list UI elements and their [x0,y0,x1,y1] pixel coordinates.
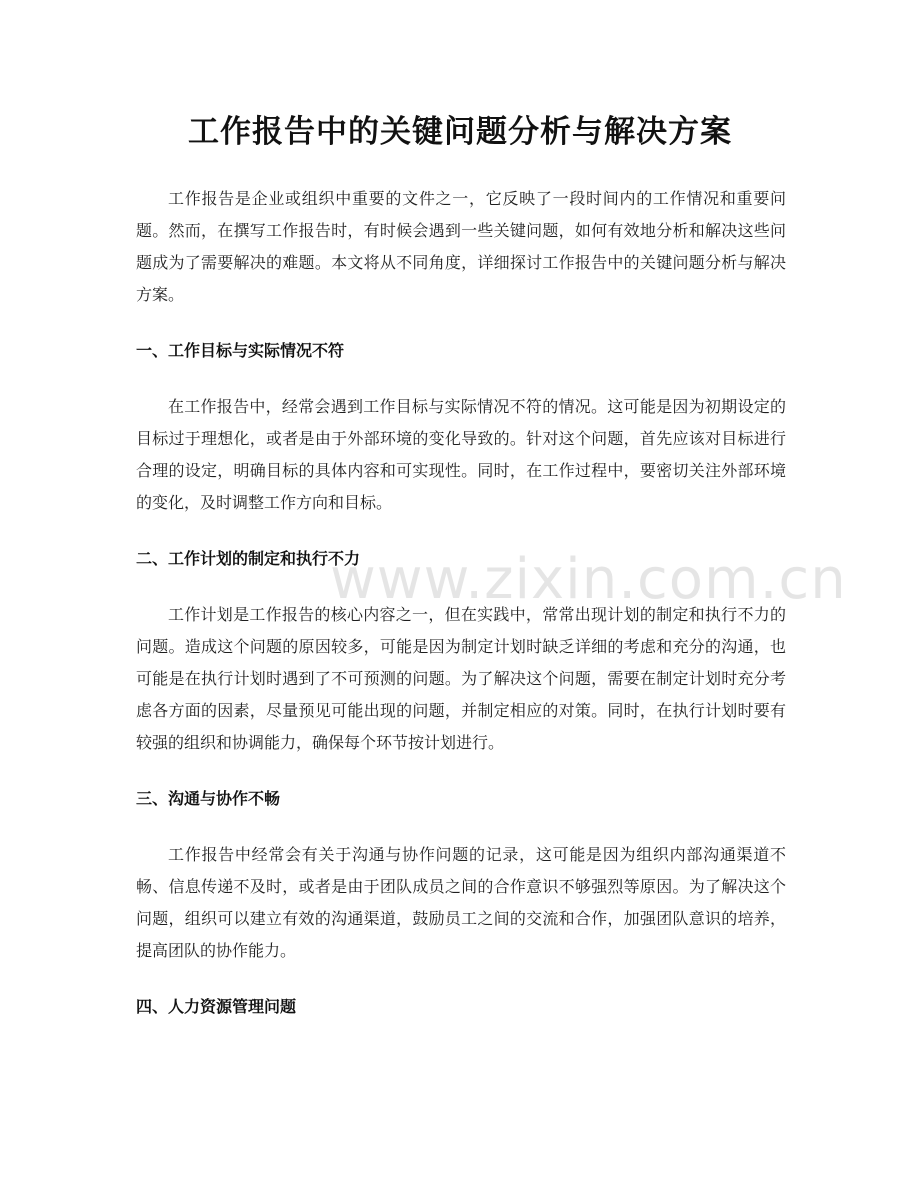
section-body-3: 工作报告中经常会有关于沟通与协作问题的记录，这可能是因为组织内部沟通渠道不畅、信息传递不及时，或者是由于团队成员之间的合作意识不够强烈等原因。为了解决这个问题，组织可以建立有效的沟通渠道，鼓励员工之间的交流和合作，加强团队意识的培养，提高团队的协作能力。 [136,845,786,960]
section-heading-1: 一、工作目标与实际情况不符 [136,341,345,360]
section-body-1: 在工作报告中，经常会遇到工作目标与实际情况不符的情况。这可能是因为初期设定的目标过于理想化，或者是由于外部环境的变化导致的。针对这个问题，首先应该对目标进行合理的设定，明确目标的具体内容和可实现性。同时，在工作过程中，要密切关注外部环境的变化，及时调整工作方向和目标。 [136,397,786,512]
section-heading-3: 三、沟通与协作不畅 [136,789,281,808]
section-body-2: 工作计划是工作报告的核心内容之一，但在实践中，常常出现计划的制定和执行不力的问题。造成这个问题的原因较多，可能是因为制定计划时缺乏详细的考虑和充分的沟通，也可能是在执行计划时遇到了不可预测的问题。为了解决这个问题，需要在制定计划时充分考虑各方面的因素，尽量预见可能出现的问题，并制定相应的对策。同时，在执行计划时要有较强的组织和协调能力，确保每个环节按计划进行。 [136,605,786,752]
document-title: 工作报告中的关键问题分析与解决方案 [188,114,732,150]
section-heading-2: 二、工作计划的制定和执行不力 [136,549,361,568]
section-heading-4: 四、人力资源管理问题 [136,997,297,1016]
document-body [136,183,847,1023]
watermark-logo: www.zixin.com.cn [330,547,847,612]
intro-paragraph: 工作报告是企业或组织中重要的文件之一，它反映了一段时间内的工作情况和重要问题。然而，在撰写工作报告时，有时候会遇到一些关键问题，如何有效地分析和解决这些问题成为了需要解决的难题。本文将从不同角度，详细探讨工作报告中的关键问题分析与解决方案。 [136,189,786,304]
